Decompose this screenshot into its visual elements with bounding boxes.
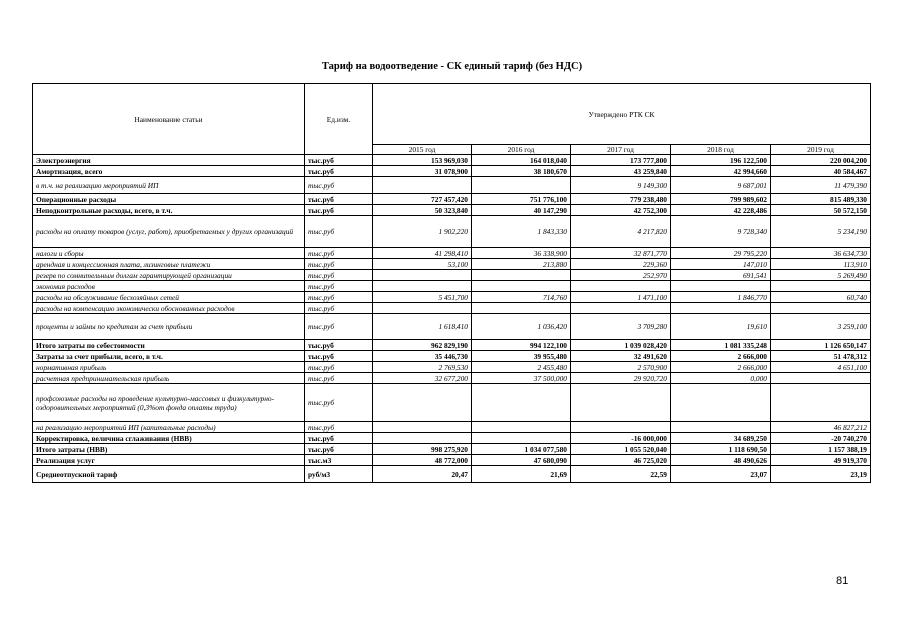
- row-label: на реализацию мероприятий ИП (капитальные расходы): [33, 422, 305, 433]
- value-cell: 113,910: [771, 259, 871, 270]
- value-cell: [472, 177, 571, 194]
- value-cell: [373, 281, 472, 292]
- table-row: [33, 270, 871, 281]
- table-row: [33, 292, 871, 303]
- row-label: экономия расходов: [33, 281, 305, 292]
- value-cell: 1 843,330: [472, 216, 571, 248]
- row-label: налоги и сборы: [33, 248, 305, 259]
- table-row: [33, 466, 871, 483]
- value-cell: 799 989,602: [671, 194, 771, 205]
- row-label: проценты и займы по кредитам за счет прибыли: [33, 314, 305, 340]
- value-cell: [771, 281, 871, 292]
- value-cell: 815 489,330: [771, 194, 871, 205]
- value-cell: 751 776,100: [472, 194, 571, 205]
- table-row: [33, 362, 871, 373]
- value-cell: 0,000: [671, 373, 771, 384]
- row-unit: тыс.руб: [305, 281, 373, 292]
- value-cell: 1 126 650,147: [771, 340, 871, 351]
- value-cell: 1 618,410: [373, 314, 472, 340]
- value-cell: 4 651,100: [771, 362, 871, 373]
- row-label: расходы на обслуживание бесхозяйных сетей: [33, 292, 305, 303]
- row-label: нормативная прибыль: [33, 362, 305, 373]
- value-cell: 1 157 388,19: [771, 444, 871, 455]
- column-header-year: 2017 год: [571, 145, 671, 155]
- value-cell: 32 871,770: [571, 248, 671, 259]
- value-cell: 22,59: [571, 466, 671, 483]
- value-cell: 153 969,030: [373, 155, 472, 166]
- value-cell: 53,100: [373, 259, 472, 270]
- row-label: резерв по сомнительным долгам гарантирующей организации: [33, 270, 305, 281]
- column-header-year: 2018 год: [671, 145, 771, 155]
- table-row: [33, 155, 871, 166]
- value-cell: [571, 384, 671, 422]
- value-cell: [671, 303, 771, 314]
- value-cell: 2 769,530: [373, 362, 472, 373]
- row-label: профсоюзные расходы на проведение культурно-массовых и физкультурно-оздоровительных мероприятий (0,3%от фонда оплаты труда): [33, 384, 305, 422]
- value-cell: 51 478,312: [771, 351, 871, 362]
- value-cell: [472, 384, 571, 422]
- value-cell: 1 846,770: [671, 292, 771, 303]
- value-cell: 1 036,420: [472, 314, 571, 340]
- row-unit: тыс.руб: [305, 433, 373, 444]
- value-cell: 9 149,300: [571, 177, 671, 194]
- column-header-approved: Утверждено РТК СК: [373, 84, 871, 145]
- value-cell: -16 000,000: [571, 433, 671, 444]
- row-unit: тыс.руб: [305, 303, 373, 314]
- table-row: [33, 281, 871, 292]
- value-cell: 229,360: [571, 259, 671, 270]
- value-cell: 19,610: [671, 314, 771, 340]
- row-label: Среднеотпускной тариф: [33, 466, 305, 483]
- value-cell: 41 298,410: [373, 248, 472, 259]
- value-cell: 39 955,480: [472, 351, 571, 362]
- value-cell: 1 902,220: [373, 216, 472, 248]
- value-cell: [771, 373, 871, 384]
- row-unit: руб/м3: [305, 466, 373, 483]
- row-label: расходы на компенсацию экономически обоснованных расходов: [33, 303, 305, 314]
- value-cell: 994 122,100: [472, 340, 571, 351]
- table-row: [33, 422, 871, 433]
- column-header-year: 2015 год: [373, 145, 472, 155]
- value-cell: 43 259,840: [571, 166, 671, 177]
- row-label: в т.ч. на реализацию мероприятий ИП: [33, 177, 305, 194]
- value-cell: [373, 177, 472, 194]
- row-unit: тыс.м3: [305, 455, 373, 466]
- value-cell: 47 680,090: [472, 455, 571, 466]
- column-header-name: Наименование статьи: [33, 84, 305, 155]
- value-cell: 5 269,490: [771, 270, 871, 281]
- page-number: 81: [836, 575, 849, 587]
- table-row: [33, 373, 871, 384]
- value-cell: 2 666,000: [671, 351, 771, 362]
- table-row: [33, 314, 871, 340]
- value-cell: 48 772,000: [373, 455, 472, 466]
- value-cell: 1 081 335,248: [671, 340, 771, 351]
- table-row: [33, 216, 871, 248]
- row-label: расчетная предпринимательская прибыль: [33, 373, 305, 384]
- value-cell: 2 570,900: [571, 362, 671, 373]
- value-cell: 1 118 690,50: [671, 444, 771, 455]
- value-cell: [771, 303, 871, 314]
- value-cell: 37 500,000: [472, 373, 571, 384]
- table-row: [33, 384, 871, 422]
- row-unit: тыс.руб: [305, 444, 373, 455]
- value-cell: [571, 281, 671, 292]
- table-row: [33, 444, 871, 455]
- value-cell: 2 666,000: [671, 362, 771, 373]
- value-cell: 1 034 077,580: [472, 444, 571, 455]
- column-header-year: 2019 год: [771, 145, 871, 155]
- value-cell: 9 687,001: [671, 177, 771, 194]
- value-cell: 147,010: [671, 259, 771, 270]
- value-cell: 21,69: [472, 466, 571, 483]
- row-unit: тыс.руб: [305, 373, 373, 384]
- value-cell: 38 180,670: [472, 166, 571, 177]
- value-cell: 29 920,720: [571, 373, 671, 384]
- value-cell: 49 919,370: [771, 455, 871, 466]
- value-cell: 46 725,020: [571, 455, 671, 466]
- value-cell: 32 677,200: [373, 373, 472, 384]
- value-cell: 42 228,486: [671, 205, 771, 216]
- value-cell: 9 728,340: [671, 216, 771, 248]
- value-cell: 32 491,620: [571, 351, 671, 362]
- column-header-year: 2016 год: [472, 145, 571, 155]
- value-cell: 42 752,300: [571, 205, 671, 216]
- table-row: [33, 351, 871, 362]
- value-cell: [472, 303, 571, 314]
- row-label: арендная и концессионная плата, лизинговые платежи: [33, 259, 305, 270]
- value-cell: 1 055 520,040: [571, 444, 671, 455]
- value-cell: 2 455,480: [472, 362, 571, 373]
- value-cell: 196 122,500: [671, 155, 771, 166]
- value-cell: 173 777,800: [571, 155, 671, 166]
- table-row: [33, 455, 871, 466]
- value-cell: 3 709,280: [571, 314, 671, 340]
- value-cell: -20 740,270: [771, 433, 871, 444]
- value-cell: 60,740: [771, 292, 871, 303]
- row-label: Итого затраты по себестоимости: [33, 340, 305, 351]
- value-cell: 50 572,150: [771, 205, 871, 216]
- table-row: [33, 303, 871, 314]
- row-unit: тыс.руб: [305, 177, 373, 194]
- value-cell: [671, 384, 771, 422]
- value-cell: 998 275,920: [373, 444, 472, 455]
- value-cell: 20,47: [373, 466, 472, 483]
- value-cell: 23,07: [671, 466, 771, 483]
- value-cell: 5 234,190: [771, 216, 871, 248]
- value-cell: 40 147,290: [472, 205, 571, 216]
- value-cell: [571, 422, 671, 433]
- column-header-unit: Ед.изм.: [305, 84, 373, 155]
- value-cell: [472, 433, 571, 444]
- table-row: [33, 166, 871, 177]
- value-cell: 727 457,420: [373, 194, 472, 205]
- value-cell: 50 323,840: [373, 205, 472, 216]
- value-cell: 46 827,212: [771, 422, 871, 433]
- value-cell: [373, 270, 472, 281]
- row-unit: тыс.руб: [305, 194, 373, 205]
- row-label: Затраты за счет прибыли, всего, в т.ч.: [33, 351, 305, 362]
- value-cell: [472, 281, 571, 292]
- row-unit: тыс.руб: [305, 205, 373, 216]
- row-label: Реализация услуг: [33, 455, 305, 466]
- value-cell: 691,541: [671, 270, 771, 281]
- row-unit: тыс.руб: [305, 216, 373, 248]
- value-cell: 5 451,700: [373, 292, 472, 303]
- value-cell: [373, 433, 472, 444]
- value-cell: 252,970: [571, 270, 671, 281]
- tariff-table: [32, 83, 871, 483]
- value-cell: 40 584,467: [771, 166, 871, 177]
- row-unit: тыс.руб: [305, 155, 373, 166]
- value-cell: [671, 422, 771, 433]
- value-cell: 220 004,200: [771, 155, 871, 166]
- table-row: [33, 194, 871, 205]
- row-label: Операционные расходы: [33, 194, 305, 205]
- value-cell: 34 689,250: [671, 433, 771, 444]
- value-cell: 36 338,900: [472, 248, 571, 259]
- row-unit: тыс.руб: [305, 314, 373, 340]
- row-label: Амортизация, всего: [33, 166, 305, 177]
- value-cell: 4 217,820: [571, 216, 671, 248]
- value-cell: 23,19: [771, 466, 871, 483]
- row-label: Электроэнергия: [33, 155, 305, 166]
- value-cell: [472, 422, 571, 433]
- value-cell: [771, 384, 871, 422]
- table-row: [33, 340, 871, 351]
- value-cell: 714,760: [472, 292, 571, 303]
- value-cell: 3 259,100: [771, 314, 871, 340]
- table-row: [33, 433, 871, 444]
- row-label: расходы на оплату товаров (услуг, работ), приобретаемых у других организаций: [33, 216, 305, 248]
- table-row: [33, 177, 871, 194]
- row-unit: тыс.руб: [305, 351, 373, 362]
- value-cell: [671, 281, 771, 292]
- document-title: Тариф на водоотведение - СК единый тариф (без НДС): [321, 61, 583, 72]
- value-cell: 29 795,220: [671, 248, 771, 259]
- row-unit: тыс.руб: [305, 384, 373, 422]
- value-cell: 31 078,900: [373, 166, 472, 177]
- value-cell: 1 039 028,420: [571, 340, 671, 351]
- value-cell: [373, 303, 472, 314]
- row-unit: тыс.руб: [305, 248, 373, 259]
- row-label: Неподконтрольные расходы, всего, в т.ч.: [33, 205, 305, 216]
- value-cell: 779 238,480: [571, 194, 671, 205]
- value-cell: 36 634,730: [771, 248, 871, 259]
- row-label: Корректировка, величина сглаживания (НВВ): [33, 433, 305, 444]
- row-unit: тыс.руб: [305, 362, 373, 373]
- row-unit: тыс.руб: [305, 422, 373, 433]
- value-cell: [373, 384, 472, 422]
- value-cell: 48 490,626: [671, 455, 771, 466]
- table-body: [33, 155, 871, 483]
- value-cell: 1 471,100: [571, 292, 671, 303]
- row-unit: тыс.руб: [305, 340, 373, 351]
- table-row: [33, 248, 871, 259]
- table-row: [33, 259, 871, 270]
- table-row: [33, 205, 871, 216]
- row-unit: тыс.руб: [305, 166, 373, 177]
- row-unit: тыс.руб: [305, 259, 373, 270]
- value-cell: 962 829,190: [373, 340, 472, 351]
- value-cell: 213,880: [472, 259, 571, 270]
- row-unit: тыс.руб: [305, 270, 373, 281]
- value-cell: 164 018,040: [472, 155, 571, 166]
- row-unit: тыс.руб: [305, 292, 373, 303]
- value-cell: [472, 270, 571, 281]
- value-cell: 11 479,390: [771, 177, 871, 194]
- value-cell: 42 994,660: [671, 166, 771, 177]
- value-cell: 35 446,730: [373, 351, 472, 362]
- value-cell: [571, 303, 671, 314]
- value-cell: [373, 422, 472, 433]
- row-label: Итого затраты (НВВ): [33, 444, 305, 455]
